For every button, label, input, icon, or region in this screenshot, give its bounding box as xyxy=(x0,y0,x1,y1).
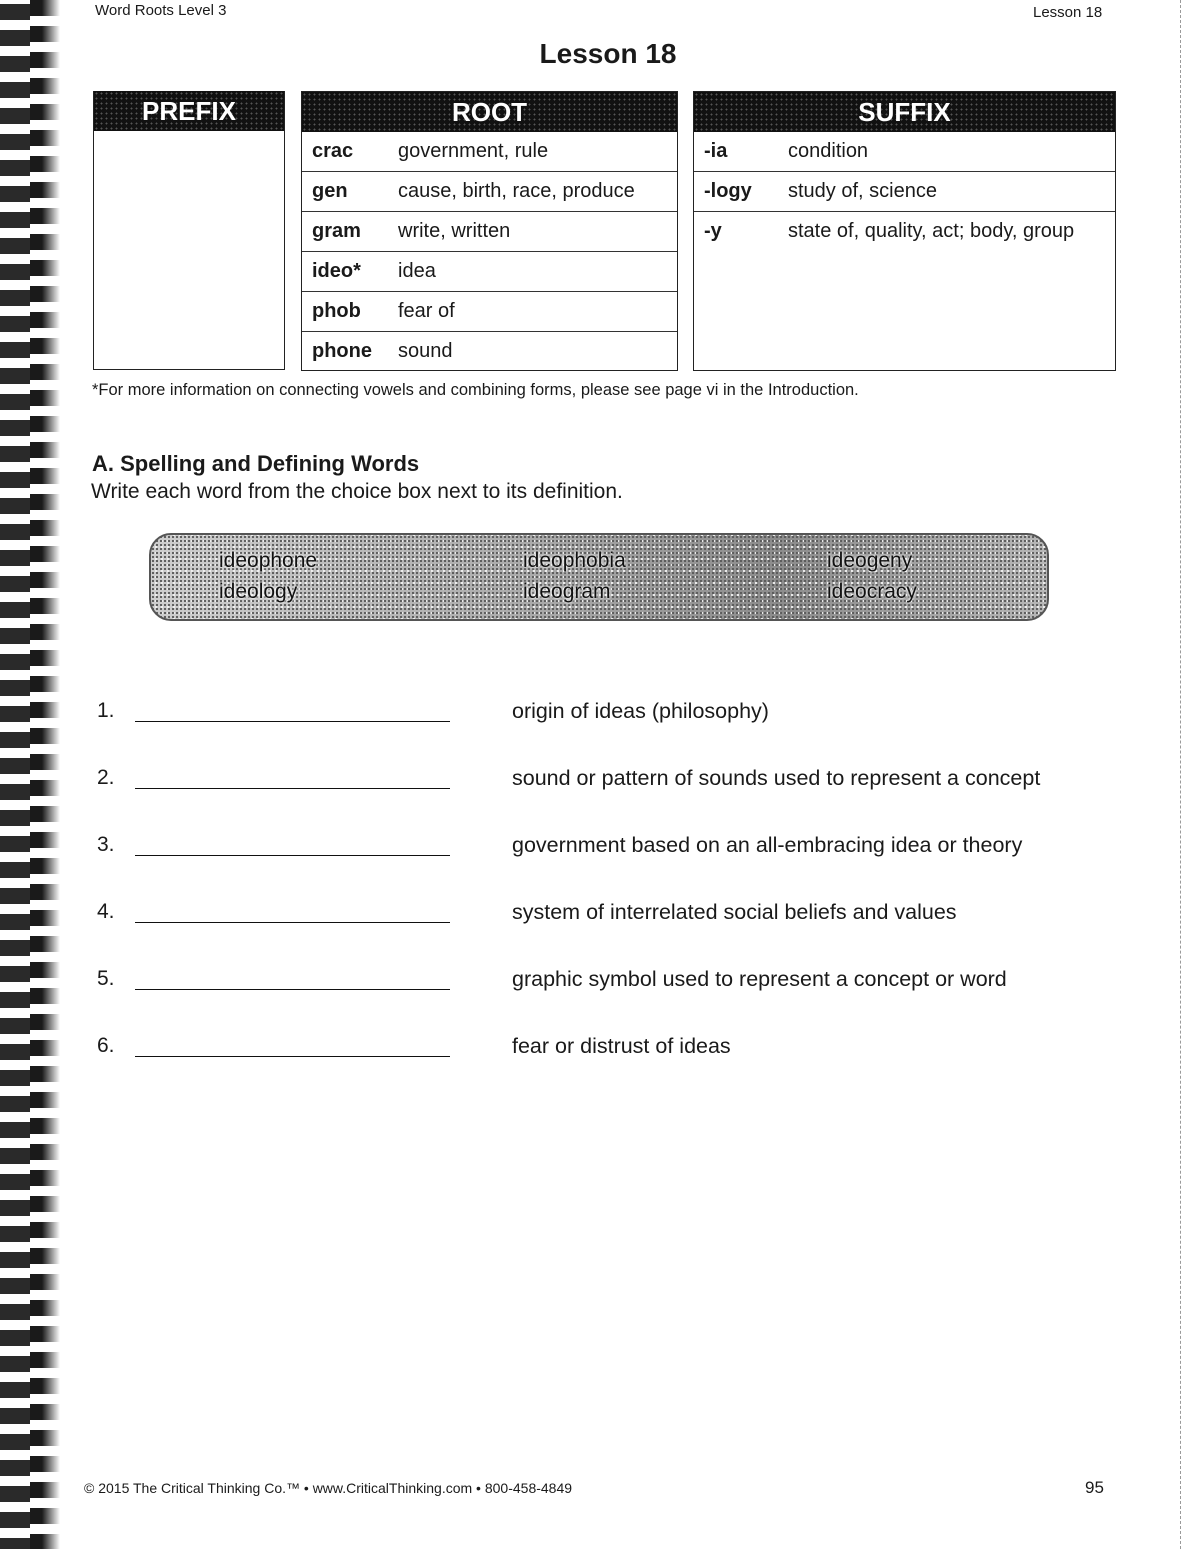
root-row xyxy=(302,212,677,252)
choice-box xyxy=(149,533,1049,621)
root-term: phone xyxy=(312,340,372,362)
question-definition: system of interrelated social beliefs and values xyxy=(512,900,957,924)
question-definition: fear or distrust of ideas xyxy=(512,1034,731,1058)
question-definition: government based on an all-embracing idea or theory xyxy=(512,833,1023,857)
root-term: crac xyxy=(312,140,354,162)
question-definition: graphic symbol used to represent a concept or word xyxy=(512,967,1007,991)
answer-blank[interactable] xyxy=(135,967,450,990)
root-term: gram xyxy=(312,220,361,242)
suffix-table-heading: SUFFIX xyxy=(694,92,1115,132)
root-row xyxy=(302,252,677,292)
root-term: ideo* xyxy=(312,260,361,282)
root-definition: idea xyxy=(398,260,436,282)
answer-blank[interactable] xyxy=(135,833,450,856)
answer-blank[interactable] xyxy=(135,766,450,789)
suffix-definition: state of, quality, act; body, group xyxy=(788,220,1075,242)
root-term: phob xyxy=(312,300,361,322)
copyright-footer: © 2015 The Critical Thinking Co.™ • www.CriticalThinking.com • 800-458-4849 xyxy=(84,1480,573,1496)
root-row xyxy=(302,172,677,212)
section-heading: A. Spelling and Defining Words xyxy=(92,451,420,476)
question-number: 5. xyxy=(97,967,115,990)
answer-blank[interactable] xyxy=(135,900,450,923)
suffix-term: -logy xyxy=(704,180,752,202)
spiral-binding xyxy=(0,0,60,1549)
question-number: 1. xyxy=(97,699,115,722)
running-header-left: Word Roots Level 3 xyxy=(95,2,227,19)
running-header-right: Lesson 18 xyxy=(1033,4,1103,21)
page-number: 95 xyxy=(1085,1478,1104,1497)
answer-blank[interactable] xyxy=(135,699,450,722)
choice-word: ideophone xyxy=(219,549,318,572)
suffix-term: -y xyxy=(704,220,722,242)
suffix-row xyxy=(694,172,1115,212)
root-row xyxy=(302,332,677,371)
suffix-term: -ia xyxy=(704,140,728,162)
root-definition: sound xyxy=(398,340,453,362)
question-definition: sound or pattern of sounds used to represent a concept xyxy=(512,766,1041,790)
question-number: 6. xyxy=(97,1034,115,1057)
answer-blank[interactable] xyxy=(135,1034,450,1057)
page-title: Lesson 18 xyxy=(539,38,677,69)
suffix-row xyxy=(694,212,1115,251)
question-number: 2. xyxy=(97,766,115,789)
root-definition: government, rule xyxy=(398,140,549,162)
page-edge xyxy=(1180,0,1182,1549)
root-term: gen xyxy=(312,180,348,202)
choice-word: ideology xyxy=(219,580,298,603)
suffix-table xyxy=(693,91,1116,371)
suffix-definition: condition xyxy=(788,140,869,162)
footnote: *For more information on connecting vowels and combining forms, please see page vi in the Introduction. xyxy=(92,381,859,399)
question-number: 3. xyxy=(97,833,115,856)
root-definition: write, written xyxy=(398,220,511,242)
root-definition: fear of xyxy=(398,300,455,322)
choice-word: ideocracy xyxy=(827,580,917,603)
root-table xyxy=(301,91,678,371)
root-row xyxy=(302,292,677,332)
root-definition: cause, birth, race, produce xyxy=(398,180,635,202)
prefix-table-heading: PREFIX xyxy=(94,91,284,131)
suffix-definition: study of, science xyxy=(788,180,937,202)
instructions: Write each word from the choice box next to its definition. xyxy=(91,480,623,503)
suffix-row xyxy=(694,132,1115,172)
choice-word: ideogeny xyxy=(827,549,913,572)
root-row xyxy=(302,132,677,172)
root-table-heading: ROOT xyxy=(302,92,677,132)
question-number: 4. xyxy=(97,900,115,923)
question-definition: origin of ideas (philosophy) xyxy=(512,699,769,723)
prefix-table xyxy=(93,91,285,370)
choice-word: ideogram xyxy=(523,580,611,603)
choice-word: ideophobia xyxy=(523,549,626,572)
